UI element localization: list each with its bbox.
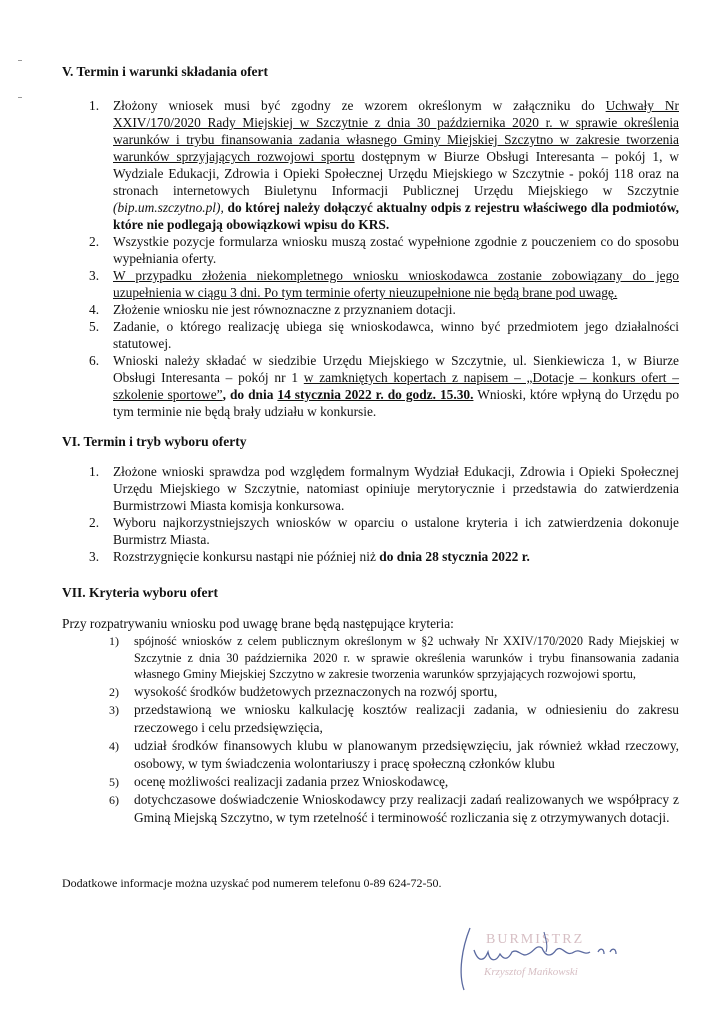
item-text: dostępnym w Biurze Obsługi Interesanta – pokój 1, w Wydziale Edukacji, Zdrowia i Opieki Społecznej Urzędu Miejskiego w Szczytnie - pokój 118 oraz na stronach internetowych Biuletynu Informacji Publicznej Urzędu Miejskiego w Szczytnie: [113, 149, 679, 198]
margin-mark: [18, 97, 22, 98]
criteria-item: [109, 701, 679, 737]
signature-image: [448, 918, 648, 998]
item-text: Wszystkie pozycje formularza wniosku muszą zostać wypełnione zgodnie z pouczeniem co do sposobu wypełniania oferty.: [113, 234, 679, 266]
item-text: spójność wniosków z celem publicznym określonym w §2 uchwały Nr XXIV/170/2020 Rady Miejskiej w Szczytnie z dnia 30 października 2020 r. w sprawie określenia warunków i trybu finansowania zadania własnego Gminy Miejskiej Szczytno w zakresie tworzenia warunków sprzyjających rozwojowi sportu,: [134, 634, 679, 681]
item-number: 2): [109, 684, 119, 699]
item-number: 2.: [89, 515, 100, 530]
item-number: 2.: [89, 234, 100, 249]
item-text: Wnioski należy składać w siedzibie Urzędu Miejskiego w Szczytnie, ul. Sienkiewicza 1, w Biurze Obsługi Interesanta – pokój nr 1: [113, 353, 679, 385]
item-text: Złożone wnioski sprawdza pod względem formalnym Wydział Edukacji, Zdrowia i Opieki Społecznej Urzędu Miejskiego w Szczytnie, natomiast opiniuje merytorycznie i przedstawia do zatwierdzenia Burmistrzowi Miasta komisja konkursowa.: [113, 464, 679, 513]
item-number: 3.: [89, 268, 100, 283]
section-vi-list: [89, 463, 679, 565]
item-bold-text: do której należy dołączyć aktualny odpis z rejestru właściwego dla podmiotów, które nie podlegają obowiązkowi wpisu do KRS.: [113, 200, 679, 232]
item-text: Złożony wniosek musi być zgodny ze wzorem określonym w załączniku do: [113, 98, 606, 113]
margin-mark: [18, 60, 22, 61]
criteria-intro: Przy rozpatrywaniu wniosku pod uwagę brane będą następujące kryteria:: [62, 616, 454, 631]
item-number: 1.: [89, 98, 100, 113]
item-number: 1): [109, 634, 119, 648]
item-number: 6.: [89, 353, 100, 368]
mayor-stamp-title: BURMISTRZ: [486, 932, 585, 947]
item-text: ocenę możliwości realizacji zadania przez Wnioskodawcę,: [134, 773, 449, 789]
item-text: Zadanie, o którego realizację ubiega się wnioskodawca, winno być przedmiotem jego działalności statutowej.: [113, 319, 679, 351]
list-item: [89, 233, 679, 267]
item-number: 3.: [89, 549, 100, 564]
list-item: [89, 514, 679, 548]
item-number: 4.: [89, 302, 100, 317]
item-text: W przypadku złożenia niekompletnego wniosku wnioskodawca zostanie zobowiązany do jego uzupełnienia w ciągu 3 dni. Po tym terminie oferty nieuzupełnione nie będą brane pod uwagę.: [113, 268, 679, 300]
section-v-list: [89, 97, 680, 420]
item-number: 3): [109, 702, 119, 717]
item-text: Wnioski, które wpłyną do Urzędu po tym terminie nie będą brały udziału w konkursie.: [113, 387, 680, 419]
item-text: wysokość środków budżetowych przeznaczonych na rozwój sportu,: [134, 683, 498, 699]
item-number: 1.: [89, 464, 100, 479]
list-item: [89, 318, 679, 352]
item-text: dotychczasowe doświadczenie Wnioskodawcy przy realizacji zadań realizowanych we współpracy z Gminą Miejską Szczytno, w tym rzetelność i terminowość rozliczania się z otrzymywanych dotacji.: [134, 791, 679, 825]
item-text: udział środków finansowych klubu w planowanym przedsięwzięciu, jak również wkład rzeczowy, osobowy, w tym świadczenia wolontariuszy i pracę społeczną członków klubu: [134, 737, 679, 771]
criteria-item: [109, 737, 679, 773]
item-number: 5.: [89, 319, 100, 334]
section-vii-heading: VII. Kryteria wyboru ofert: [62, 585, 218, 600]
criteria-item: [109, 791, 679, 827]
item-number: 4): [109, 738, 119, 753]
resolution-link[interactable]: Uchwały Nr XXIV/170/2020 Rady Miejskiej w Szczytnie z dnia 30 października 2020 r. w sprawie określenia warunków i trybu finansowania zadania własnego Gminy Miejskiej Szczytno w zakresie tworzenia warunków sprzyjających rozwojowi sportu: [113, 98, 679, 164]
list-item: [89, 267, 679, 301]
criteria-item: [109, 773, 679, 791]
item-bold-text: , do dnia: [222, 387, 278, 402]
list-item: [89, 301, 679, 318]
contact-info: Dodatkowe informacje można uzyskać pod numerem telefonu 0-89 624-72-50.: [62, 876, 442, 890]
criteria-list: [109, 633, 679, 827]
item-text: Rozstrzygnięcie konkursu nastąpi nie później niż: [113, 549, 380, 564]
bip-address: (bip.um.szczytno.pl),: [113, 200, 224, 215]
resolution-date: do dnia 28 stycznia 2022 r.: [379, 549, 530, 564]
item-text: Wyboru najkorzystniejszych wniosków w oparciu o ustalone kryteria i ich zatwierdzenia dokonuje Burmistrz Miasta.: [113, 515, 679, 547]
envelope-label: w zamkniętych kopertach z napisem – „Dotacje – konkurs ofert – szkolenie sportowe”: [113, 370, 679, 402]
item-text: Złożenie wniosku nie jest równoznaczne z przyznaniem dotacji.: [113, 302, 456, 317]
item-number: 6): [109, 792, 119, 807]
item-text: przedstawioną we wniosku kalkulację kosztów realizacji zadania, w odniesieniu do zakresu rzeczowego i celu przedsięwzięcia,: [134, 701, 679, 735]
list-item: [89, 97, 679, 233]
list-item: [89, 548, 679, 565]
deadline-date: 14 stycznia 2022 r. do godz. 15.30.: [277, 387, 474, 402]
mayor-stamp-name: Krzysztof Mańkowski: [484, 966, 578, 978]
list-item: [89, 352, 680, 420]
list-item: [89, 463, 679, 514]
criteria-item: [109, 683, 679, 701]
section-vi-heading: VI. Termin i tryb wyboru oferty: [62, 434, 247, 449]
section-v-heading: V. Termin i warunki składania ofert: [62, 64, 269, 79]
item-number: 5): [109, 774, 119, 789]
criteria-item: [109, 633, 679, 683]
